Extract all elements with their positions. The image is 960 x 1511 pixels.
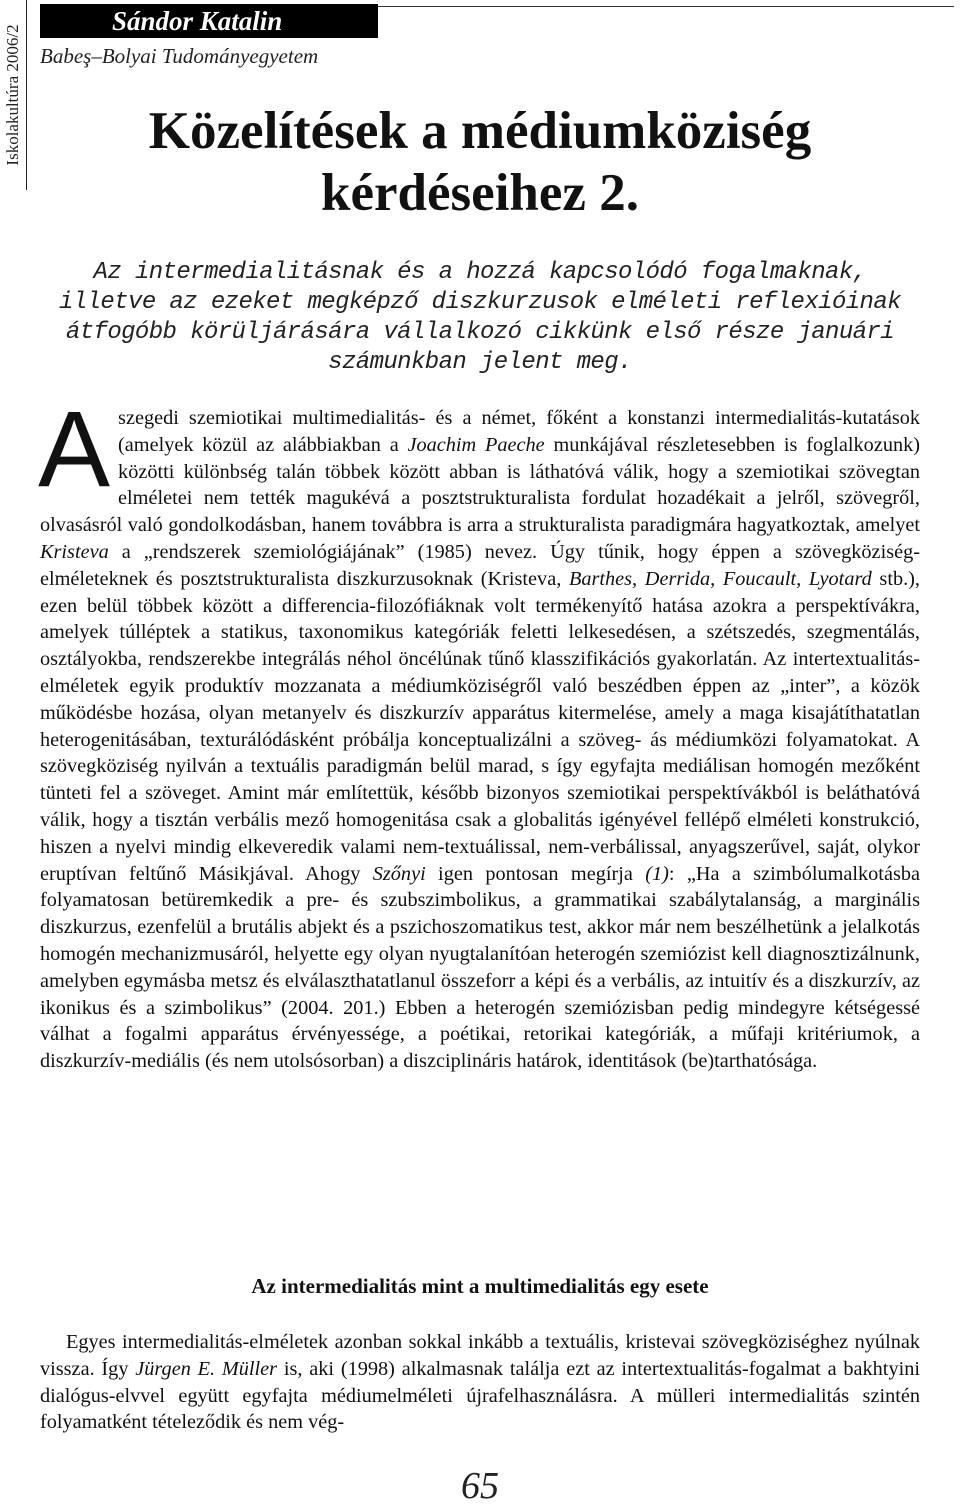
section-heading: Az intermedialitás mint a multimedialitás egy esete — [251, 1274, 709, 1298]
body-text: munkájával részletesebben is foglalkozunk) közötti különbség talán többek között abban is láthatóvá válik, hogy a szemiotikai szövegtan elméletei nem tették magukévá a posztstrukturalista fordulat hozadékait a jelről, szövegről, olvasásról való gondolkodásban, hanem továbbra is arra a strukturalista paradigmára hagyatkoztak, amelyet — [40, 433, 920, 537]
body-text: igen pontosan megírja — [425, 862, 646, 885]
body-paragraph-2 — [40, 1329, 920, 1436]
title-line-1: Közelítések a médiumköziség — [148, 102, 812, 160]
reference-marker: (1) — [645, 862, 669, 885]
journal-spine — [0, 0, 27, 190]
cited-name: Kristeva — [40, 540, 109, 563]
body-text: stb.), ezen belül többek között a differencia-filozófiáknak volt termékenyítő hatása azokra a perspektívákra, amelyek túlléptek a statikus, taxonomikus kategóriák feletti lelkesedésen, a szétszedés, szegmentálás, osztályokba, rendszerekbe integrálás néhol öncélúnak tűnő klasszifikációs gyakorlatán. Az intertextualitás-elméletek egyik produktív mozzanata a médiumköziségről való beszédben éppen az „inter”, a közök működésbe hozása, olyan metanyelv és diszkurzív apparátus kitermelése, amely a maga kisajátíthatatlan heterogenitásában, texturálódásként próbálja konceptualizálni a szöveg- ás médiumközi folyamatokat. A szövegköziség nyilván a textuális paradigmán belül marad, s így egyfajta mediálisan homogén mezőként tünteti fel a szöveget. Amint már említettük, később bizonyos szemiotikai perspektívákból is beláthatóvá válik, hogy a tisztán verbális mező homogenitása csak a globalitás igényével fellépő elméleti konstrukció, hiszen a nyelvi mindig elkeveredik valami nem-textuálissal, nem-verbálissal, anyagszerűvel, saját, olykor eruptívan feltűnő Másikjával. Ahogy — [40, 567, 920, 885]
cited-name: Jürgen E. Müller — [135, 1357, 278, 1380]
body-paragraph-1 — [38, 388, 920, 1075]
body-text: szegedi szemiotikai multimedialitás- és a német, főként a konstanzi intermedialitás-kutatások (amelyek közül az alábbiakban a — [118, 407, 920, 456]
cited-name: Szőnyi — [372, 862, 426, 885]
author-affiliation: Babeş–Bolyai Tudományegyetem — [40, 44, 319, 68]
article-title — [40, 100, 920, 224]
title-line-2: kérdéseihez 2. — [321, 164, 639, 222]
drop-cap: A — [38, 388, 111, 509]
cited-name: Joachim Paeche — [407, 433, 545, 456]
body-text: Egyes intermedialitás-elméletek azonban sokkal inkább a textuális, kristevai szövegköziséghez nyúlnak vissza. Így — [40, 1331, 920, 1380]
article-lead: Az intermedialitásnak és a hozzá kapcsolódó fogalmaknak, illetve az ezeket megképző diszkurzusok elméleti reflexióinak átfogóbb körüljárására vállalkozó cikkünk első része januári számunkban jelent meg. — [59, 259, 901, 376]
cited-names: Barthes, Derrida, Foucault, Lyotard — [568, 567, 872, 590]
body-text: : „Ha a szimbólumalkotásba folyamatosan betüremkedik a pre- és szubszimbolikus, a grammatikai szabálytalanság, a marginális diszkurzus, ezenfelül a brutális abjekt és a pszichoszomatikus test, akkor már nem beszélhetünk a jelalkotás homogén mechanizmusáról, helyette egy olyan nyugtalanítóan heterogén szemiózist kell diagnosztizálnunk, amelyben egymásba metsz és elválaszthatatlanul összeforr a képi és a verbális, az intuitív és a diszkurzív, az ikonikus és a szimbolikus” (2004. 201.) Ebben a heterogén szemiózisban pedig mindegyre kétségessé válhat a fogalmi apparátus érvényessége, a poétikai, retorikai kategóriák, a műfaji kritériumok, a diszkurzív-mediális (és nem utolsósorban) a diszciplináris határok, identitások (be)tarthatósága. — [40, 862, 920, 1073]
body-text: is, aki (1998) alkalmasnak találja ezt az intertextualitás-fogalmat a bakhtyini dialógus-elvvel együtt egyfajta médiumelméleti újrafelhasználásra. A mülleri intermedialitás szintén folyamatként tételeződik és nem vég- — [40, 1357, 920, 1434]
author-name: Sándor Katalin — [40, 4, 378, 38]
page-number: 65 — [461, 1465, 499, 1507]
header-rule — [378, 6, 954, 7]
body-text: a „rendszerek szemiológiájának” (1985) nevez. Úgy tűnik, hogy éppen a szövegköziség-elméleteknek és posztstrukturalista diszkurzusoknak (Kristeva, — [40, 540, 920, 590]
journal-issue-label: Iskolakultúra 2006/2 — [3, 24, 22, 166]
